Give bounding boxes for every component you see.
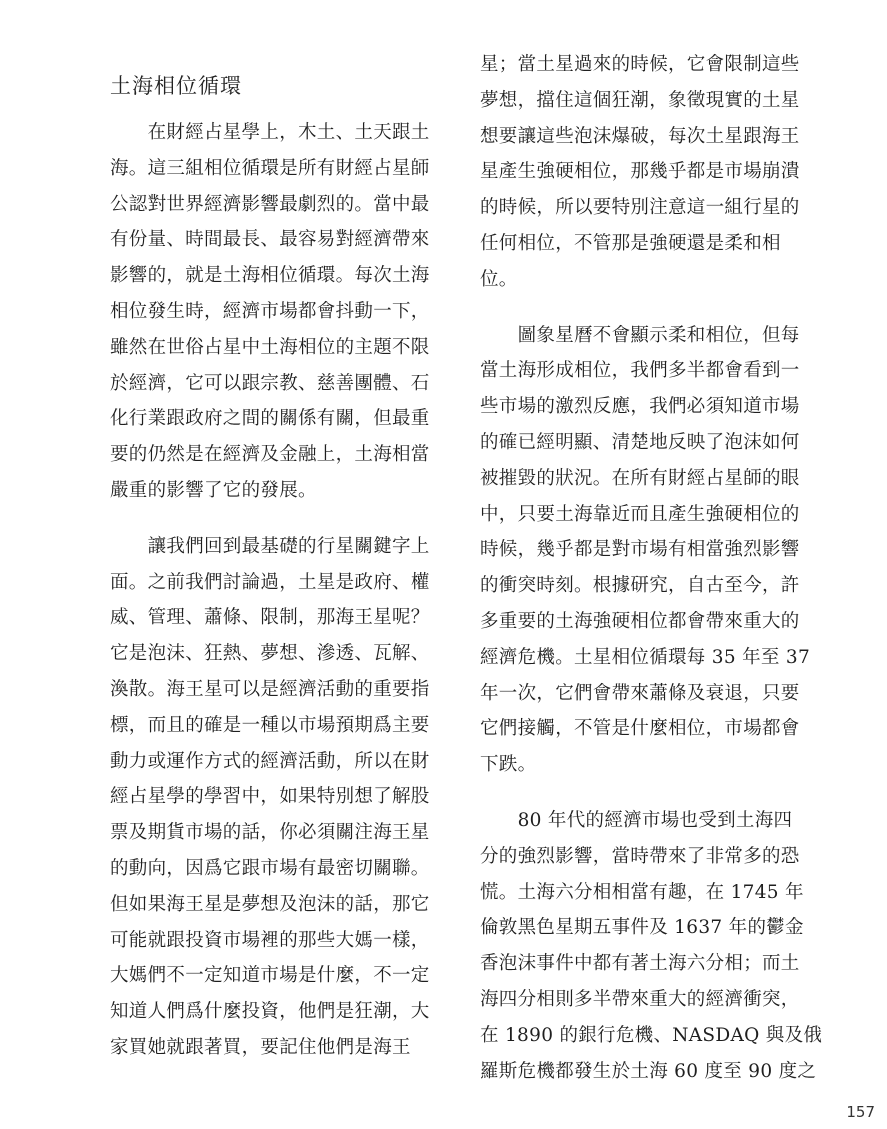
text-line: 海四分相則多半帶來重大的經濟衝突， — [480, 989, 800, 1010]
text-line: 家買她就跟著買，要記住他們是海王 — [110, 1037, 411, 1058]
text-line: 想要讓這些泡沫爆破，每次土星跟海王 — [480, 125, 800, 147]
text-line: 的確已經明顯、清楚地反映了泡沫如何 — [480, 432, 800, 453]
text-line: 渙散。海王星可以是經濟活動的重要指 — [110, 679, 430, 700]
text-line: 影響的，就是土海相位循環。每次土海 — [110, 265, 430, 287]
text-line: 分的強烈影響，當時帶來了非常多的恐 — [480, 845, 800, 867]
text-line: 在財經占星學上，木土、土天跟土 — [110, 122, 430, 143]
text-line: 海。這三組相位循環是所有財經占星師 — [110, 157, 430, 179]
text-line: 知道人們爲什麼投資，他們是狂潮，大 — [110, 1001, 430, 1023]
text-line: 威、管理、蕭條、限制，那海王星呢？ — [110, 607, 430, 629]
text-line: 大媽們不一定知道市場是什麼，不一定 — [110, 965, 430, 987]
text-line: 羅斯危機都發生於土海 60 度至 90 度之 — [480, 1060, 817, 1082]
text-line: 有份量、時間最長、最容易對經濟帶來 — [110, 229, 430, 251]
text-line: 位。 — [480, 268, 518, 290]
text-line: 中，只要土海靠近而且產生強硬相位的 — [480, 503, 800, 525]
text-line: 夢想，擋住這個狂潮，象徵現實的土星 — [480, 89, 800, 111]
text-line: 下跌。 — [480, 754, 537, 776]
text-line: 經占星學的學習中，如果特別想了解股 — [110, 786, 430, 808]
text-line: 的衝突時刻。根據研究，自古至今，許 — [480, 575, 800, 597]
text-line: 慌。土海六分相相當有趣，在 1745 年 — [480, 881, 804, 903]
text-line: 倫敦黑色星期五事件及 1637 年的鬱金 — [480, 917, 804, 939]
text-line: 星產生強硬相位，那幾乎都是市場崩潰 — [480, 161, 800, 183]
text-line: 被摧毀的狀況。在所有財經占星師的眼 — [480, 467, 800, 489]
text-line: 在 1890 的銀行危機、NASDAQ 與及俄 — [480, 1024, 823, 1046]
text-line: 當土海形成相位，我們多半都會看到一 — [480, 360, 800, 382]
text-line: 它們接觸，不管是什麼相位，市場都會 — [480, 718, 800, 740]
text-line: 的動向，因爲它跟市場有最密切關聯。 — [110, 858, 430, 879]
text-line: 星；當土星過來的時候，它會限制這些 — [480, 54, 800, 75]
text-line: 它是泡沫、狂熱、夢想、滲透、瓦解、 — [110, 643, 430, 665]
text-line: 任何相位，不管那是強硬還是柔和相 — [480, 233, 781, 254]
text-line: 年一次，它們會帶來蕭條及衰退，只要 — [480, 682, 800, 704]
text-line: 化行業跟政府之間的關係有關，但最重 — [110, 408, 430, 430]
section-heading: 土海相位循環 — [110, 74, 242, 98]
text-line: 票及期貨市場的話，你必須關注海王星 — [110, 822, 430, 844]
text-line: 的時候，所以要特別注意這一組行星的 — [480, 197, 800, 219]
page-number: 157 — [846, 1103, 875, 1121]
text-line: 80 年代的經濟市場也受到土海四 — [480, 810, 793, 831]
text-line: 但如果海王星是夢想及泡沫的話，那它 — [110, 893, 430, 915]
text-line: 雖然在世俗占星中土海相位的主題不限 — [110, 336, 430, 358]
text-line: 要的仍然是在經濟及金融上，土海相當 — [110, 444, 430, 466]
text-line: 面。之前我們討論過，土星是政府、權 — [110, 571, 430, 593]
text-line: 標，而且的確是一種以市場預期爲主要 — [110, 714, 430, 736]
text-line: 時候，幾乎都是對市場有相當強烈影響 — [480, 539, 800, 561]
text-line: 動力或運作方式的經濟活動，所以在財 — [110, 750, 430, 772]
text-line: 公認對世界經濟影響最劇烈的。當中最 — [110, 193, 430, 215]
text-line: 經濟危機。土星相位循環每 35 年至 37 — [480, 646, 811, 668]
text-line: 些市場的激烈反應，我們必須知道市場 — [480, 396, 800, 418]
text-line: 相位發生時，經濟市場都會抖動一下， — [110, 301, 430, 322]
text-line: 香泡沫事件中都有著土海六分相；而土 — [480, 953, 800, 975]
text-line: 嚴重的影響了它的發展。 — [110, 480, 317, 501]
text-line: 圖象星曆不會顯示柔和相位，但每 — [480, 324, 800, 346]
text-line: 於經濟，它可以跟宗教、慈善團體、石 — [110, 372, 430, 394]
text-line: 讓我們回到最基礎的行星關鍵字上 — [110, 535, 430, 557]
text-line: 多重要的土海強硬相位都會帶來重大的 — [480, 611, 800, 632]
text-line: 可能就跟投資市場裡的那些大媽一樣， — [110, 929, 430, 951]
